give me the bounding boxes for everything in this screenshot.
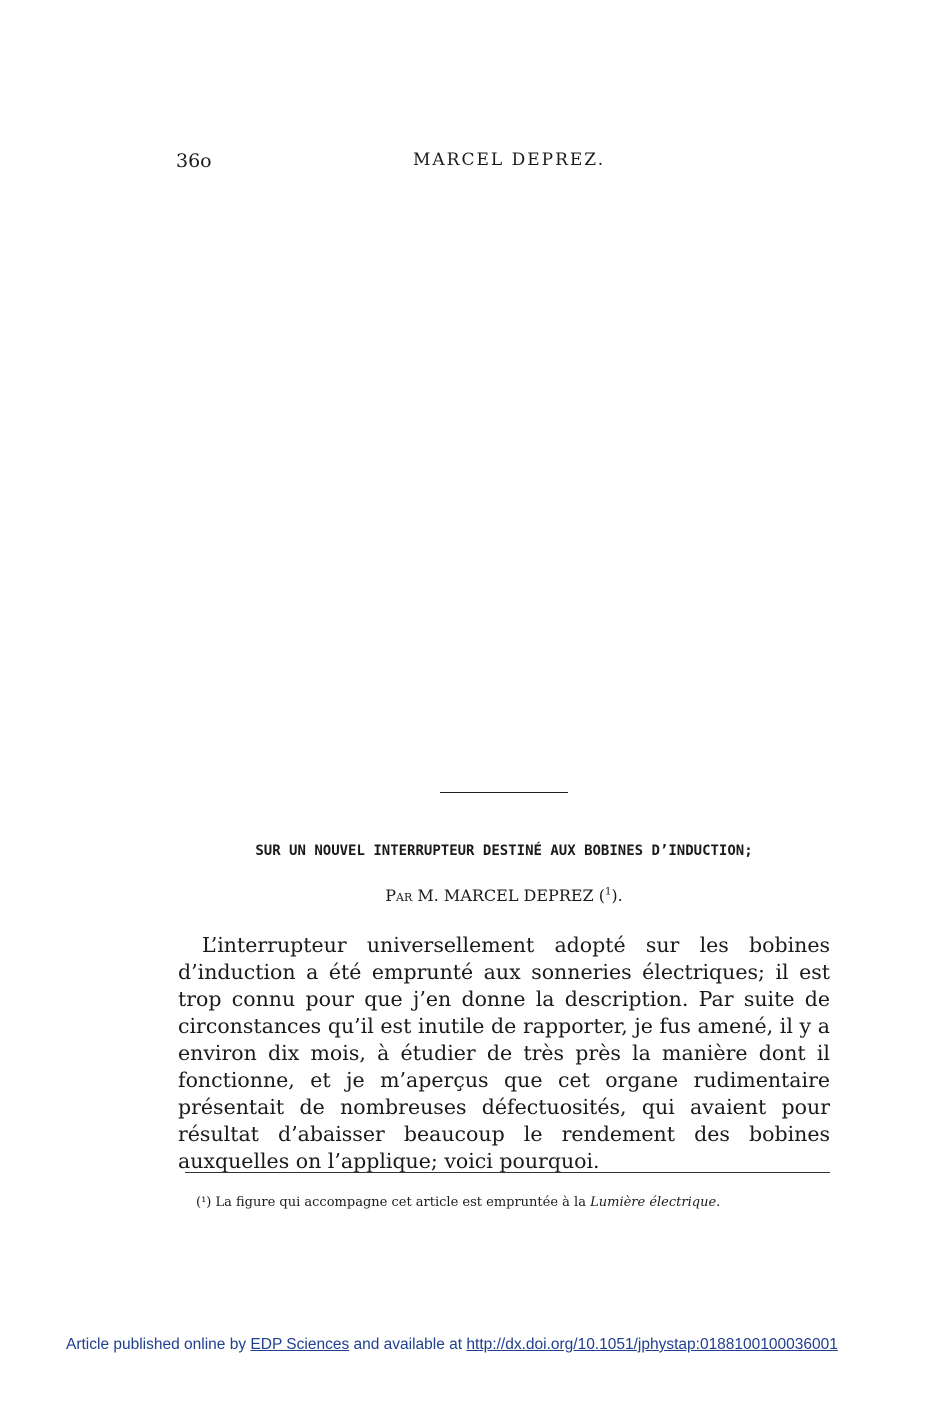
byline-suffix: ). <box>611 886 623 905</box>
article-title: SUR UN NOUVEL INTERRUPTEUR DESTINÉ AUX BOBINES D’INDUCTION; <box>255 843 753 859</box>
edp-sciences-link[interactable]: EDP Sciences <box>250 1336 350 1353</box>
section-divider <box>440 792 568 793</box>
byline-prefix: Par <box>385 886 413 905</box>
body-paragraph: L’interrupteur universellement adopté sur les bobines d’induction a été emprunté aux sonneries électriques; il est trop connu pour que j’en donne la description. Par suite de circonstances qu’il est inutile de rapporter, je fus amené, il y a environ dix mois, à étudier de très près la manière dont il fonctionne, et je m’aperçus que cet organe rudimentaire présentait de nombreuses défectuosités, qui avaient pour résultat d’abaisser beaucoup le rendement des bobines auxquelles on l’applique; voici pourquoi. <box>178 933 830 1173</box>
running-head: MARCEL DEPREZ. <box>413 150 606 170</box>
publisher-notice <box>66 1336 838 1354</box>
footnote-text: La figure qui accompagne cet article est empruntée à la <box>215 1195 586 1210</box>
byline-name: M. MARCEL DEPREZ ( <box>417 886 605 905</box>
doi-link[interactable]: http://dx.doi.org/10.1051/jphystap:0188100100036001 <box>466 1336 838 1353</box>
byline <box>0 886 930 905</box>
page-number: 36o <box>176 150 212 172</box>
footnote-divider <box>185 1172 830 1173</box>
footnote-source: Lumière électrique. <box>590 1195 721 1210</box>
footnote <box>196 1195 836 1210</box>
footnote-mark: (¹) <box>196 1195 212 1210</box>
publisher-prefix: Article published online by <box>66 1336 247 1353</box>
publisher-middle: and available at <box>353 1336 463 1353</box>
byline-note-mark: 1 <box>605 886 612 898</box>
